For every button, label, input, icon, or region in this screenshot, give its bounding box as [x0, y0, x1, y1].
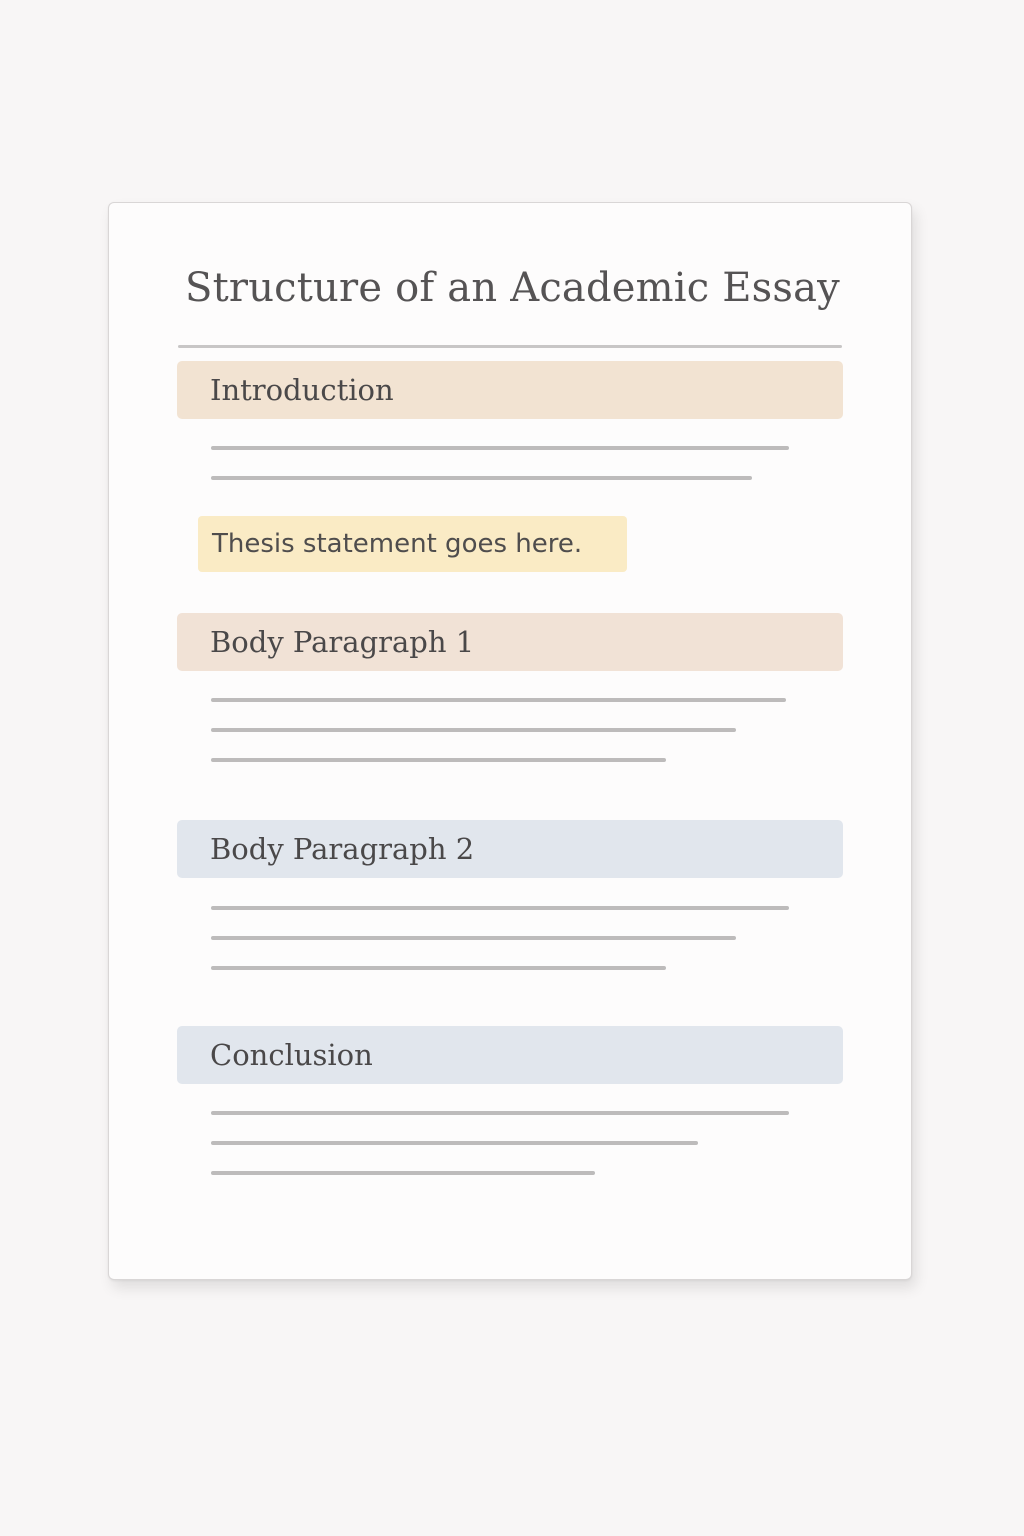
section-body-paragraph-2 [177, 820, 843, 878]
thesis-statement [198, 516, 627, 572]
section-body-paragraph-1 [177, 613, 843, 671]
text-line [211, 698, 786, 702]
section-body-paragraph-1-label: Body Paragraph 1 [210, 625, 475, 659]
title-divider [178, 345, 842, 348]
text-line [211, 1171, 595, 1175]
text-line [211, 1111, 789, 1115]
text-line [211, 758, 666, 762]
text-line [211, 936, 736, 940]
text-line [211, 906, 789, 910]
section-body-paragraph-2-label: Body Paragraph 2 [210, 832, 475, 866]
section-conclusion [177, 1026, 843, 1084]
page-title: Structure of an Academic Essay [185, 265, 840, 311]
text-line [211, 966, 666, 970]
section-introduction-label: Introduction [210, 373, 394, 407]
text-line [211, 476, 752, 480]
thesis-statement-label: Thesis statement goes here. [212, 529, 583, 559]
section-introduction [177, 361, 843, 419]
text-line [211, 1141, 698, 1145]
section-conclusion-label: Conclusion [210, 1038, 373, 1072]
text-line [211, 728, 736, 732]
text-line [211, 446, 789, 450]
